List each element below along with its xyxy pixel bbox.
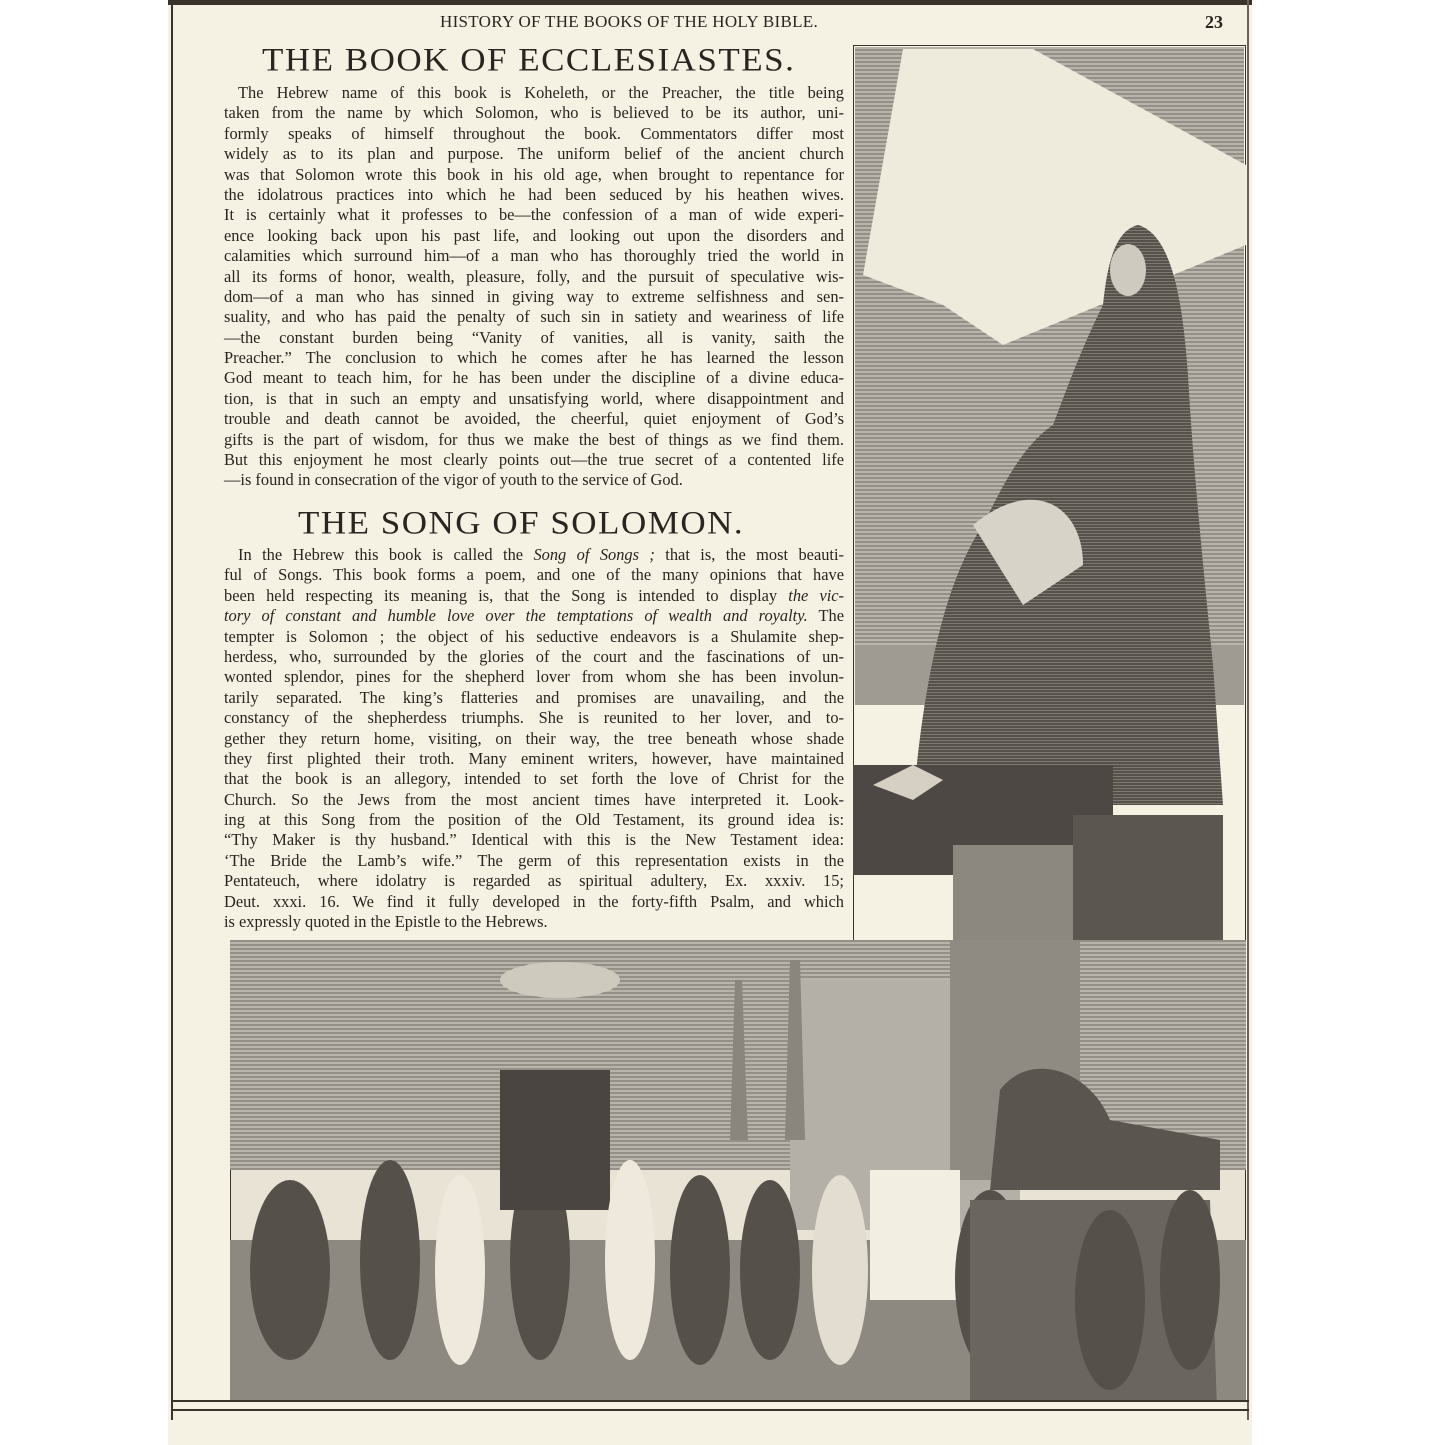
text-line [224, 144, 844, 164]
text-line [224, 912, 844, 932]
text-line [224, 565, 844, 585]
text-run: gifts is the part of wisdom, for thus we make the best of things as we find them. [224, 429, 844, 449]
text-run: God meant to teach him, for he has been under the discipline of a divine educa- [224, 368, 844, 388]
text-line [224, 246, 844, 266]
text-run: gether they return home, visiting, on their way, the tree beneath whose shade [224, 728, 844, 748]
text-run: taken from the name by which Solomon, who is believed to be its author, uni- [224, 103, 844, 123]
text-run: tarily separated. The king’s flatteries and promises are unavailing, and the [224, 687, 844, 707]
text-run: they first plighted their troth. Many eminent writers, however, have maintained [224, 748, 844, 768]
text-line [224, 708, 844, 728]
text-line [224, 124, 844, 144]
text-run: dom—of a man who has sinned in giving way to extreme selfishness and sen- [224, 286, 844, 306]
section-title-ecclesiastes: THE BOOK OF ECCLESIASTES. [262, 41, 796, 79]
text-run: “Thy Maker is thy husband.” Identical with this is the New Testament idea: [224, 830, 844, 850]
text-line [224, 606, 844, 626]
text-run: constancy of the shepherdess triumphs. She is reunited to her lover, and to- [224, 708, 844, 728]
text-run: calamities which surround him—of a man who has thoroughly tried the world in [224, 246, 844, 266]
text-line [224, 165, 844, 185]
litter-throne [500, 1070, 610, 1210]
text-run: It is certainly what it professes to be—the confession of a man of wide experi- [224, 205, 844, 225]
text-run: wonted splendor, pines for the shepherd lover from whom she has been involun- [224, 667, 844, 687]
text-run: ‘The Bride the Lamb’s wife.” The germ of this representation exists in the [224, 850, 844, 870]
text-line [224, 226, 844, 246]
text-line [224, 830, 844, 850]
text-run: ence looking back upon his past life, and looking out upon the disorders and [224, 225, 844, 245]
text-run: Preacher.” The conclusion to which he comes after he has learned the lesson [224, 348, 844, 368]
text-run: Deut. xxxi. 16. We find it fully developed in the forty-fifth Psalm, and which [224, 891, 844, 911]
text-run: the idolatrous practices into which he had been seduced by his heathen wives. [224, 184, 844, 204]
text-line [224, 667, 844, 687]
text-line [224, 688, 844, 708]
running-header: HISTORY OF THE BOOKS OF THE HOLY BIBLE. [440, 12, 819, 31]
text-run: ful of Songs. This book forms a poem, and one of the many opinions that have [224, 565, 844, 585]
text-line [224, 851, 844, 871]
text-line [224, 430, 844, 450]
page-border-top [168, 0, 1252, 5]
italic-text: tory of constant and humble love over the temptations of wealth and royalty. [224, 606, 808, 626]
text-line [224, 627, 844, 647]
figure-head [1110, 244, 1146, 296]
text-run: Pentateuch, where idolatry is regarded as spiritual adultery, Ex. xxxiv. 15; [224, 871, 844, 891]
text-line [224, 586, 844, 606]
text-line [224, 409, 844, 429]
text-run: tempter is Solomon ; the object of his seductive endeavors is a Shulamite shep- [224, 626, 844, 646]
text-line [224, 450, 844, 470]
text-run: all its forms of honor, wealth, pleasure, folly, and the pursuit of speculative wis- [224, 266, 844, 286]
text-line [224, 810, 844, 830]
text-run: tion, is that in such an empty and unsatisfying world, where disappointment and [224, 388, 844, 408]
text-line [224, 769, 844, 789]
pedestal-column [953, 845, 1073, 945]
text-run: Church. So the Jews from the most ancient times have interpreted it. Look- [224, 789, 844, 809]
text-run: But this enjoyment he most clearly points out—the true secret of a contented life [224, 450, 844, 470]
text-line [224, 103, 844, 123]
text-run: The [807, 606, 844, 626]
text-run: was that Solomon wrote this book in his old age, when brought to repentance for [224, 164, 844, 184]
text-line [224, 83, 844, 103]
text-run: formly speaks of himself throughout the book. Commentators differ most [224, 123, 844, 143]
text-run: herdess, who, surrounded by the glories of the court and the fascinations of un- [224, 646, 844, 666]
text-run: trouble and death cannot be avoided, the cheerful, quiet enjoyment of God’s [224, 409, 844, 429]
text-line [224, 749, 844, 769]
text-line [224, 267, 844, 287]
text-line [224, 368, 844, 388]
text-line [224, 348, 844, 368]
italic-text: Song of Songs ; [533, 545, 655, 564]
engraving-solomon-seated [853, 45, 1246, 945]
text-line [224, 389, 844, 409]
text-line [224, 892, 844, 912]
text-run: In the Hebrew this book is called the [238, 545, 534, 564]
text-line [224, 729, 844, 749]
text-run: —the constant burden being “Vanity of vanities, all is vanity, saith the [224, 327, 844, 347]
page-border-bottom [171, 1400, 1249, 1402]
text-run: that is, the most beauti- [654, 545, 844, 564]
text-line [224, 328, 844, 348]
page-border-left [171, 0, 173, 1420]
italic-text: the vic- [788, 585, 845, 605]
text-run: is expressly quoted in the Epistle to the Hebrews. [224, 912, 548, 932]
page-border-right [1247, 0, 1249, 1420]
text-line [224, 185, 844, 205]
text-line [224, 470, 844, 490]
parasol [500, 962, 620, 998]
song-of-solomon-paragraph [224, 545, 844, 932]
section-title-song-of-solomon: THE SONG OF SOLOMON. [298, 504, 745, 542]
text-line [224, 545, 844, 565]
text-run: —is found in consecration of the vigor of youth to the service of God. [224, 470, 683, 490]
page-border-bottom-double [171, 1409, 1249, 1411]
ecclesiastes-paragraph [224, 83, 844, 491]
engraving-royal-procession [230, 940, 1246, 1400]
text-line [224, 205, 844, 225]
text-line [224, 647, 844, 667]
text-line [224, 307, 844, 327]
text-run: The Hebrew name of this book is Koheleth, or the Preacher, the title being [238, 83, 844, 102]
text-run: been held respecting its meaning is, that the Song is intended to display [224, 585, 789, 605]
text-line [224, 790, 844, 810]
page-number: 23 [1205, 12, 1223, 32]
text-run: ing at this Song from the position of the Old Testament, its ground idea is: [224, 810, 844, 830]
text-line [224, 871, 844, 891]
text-line [224, 287, 844, 307]
text-run: that the book is an allegory, intended to set forth the love of Christ for the [224, 769, 844, 789]
text-run: suality, and who has paid the penalty of such sin in satiety and weariness of life [224, 307, 844, 327]
text-run: widely as to its plan and purpose. The uniform belief of the ancient church [224, 144, 844, 164]
